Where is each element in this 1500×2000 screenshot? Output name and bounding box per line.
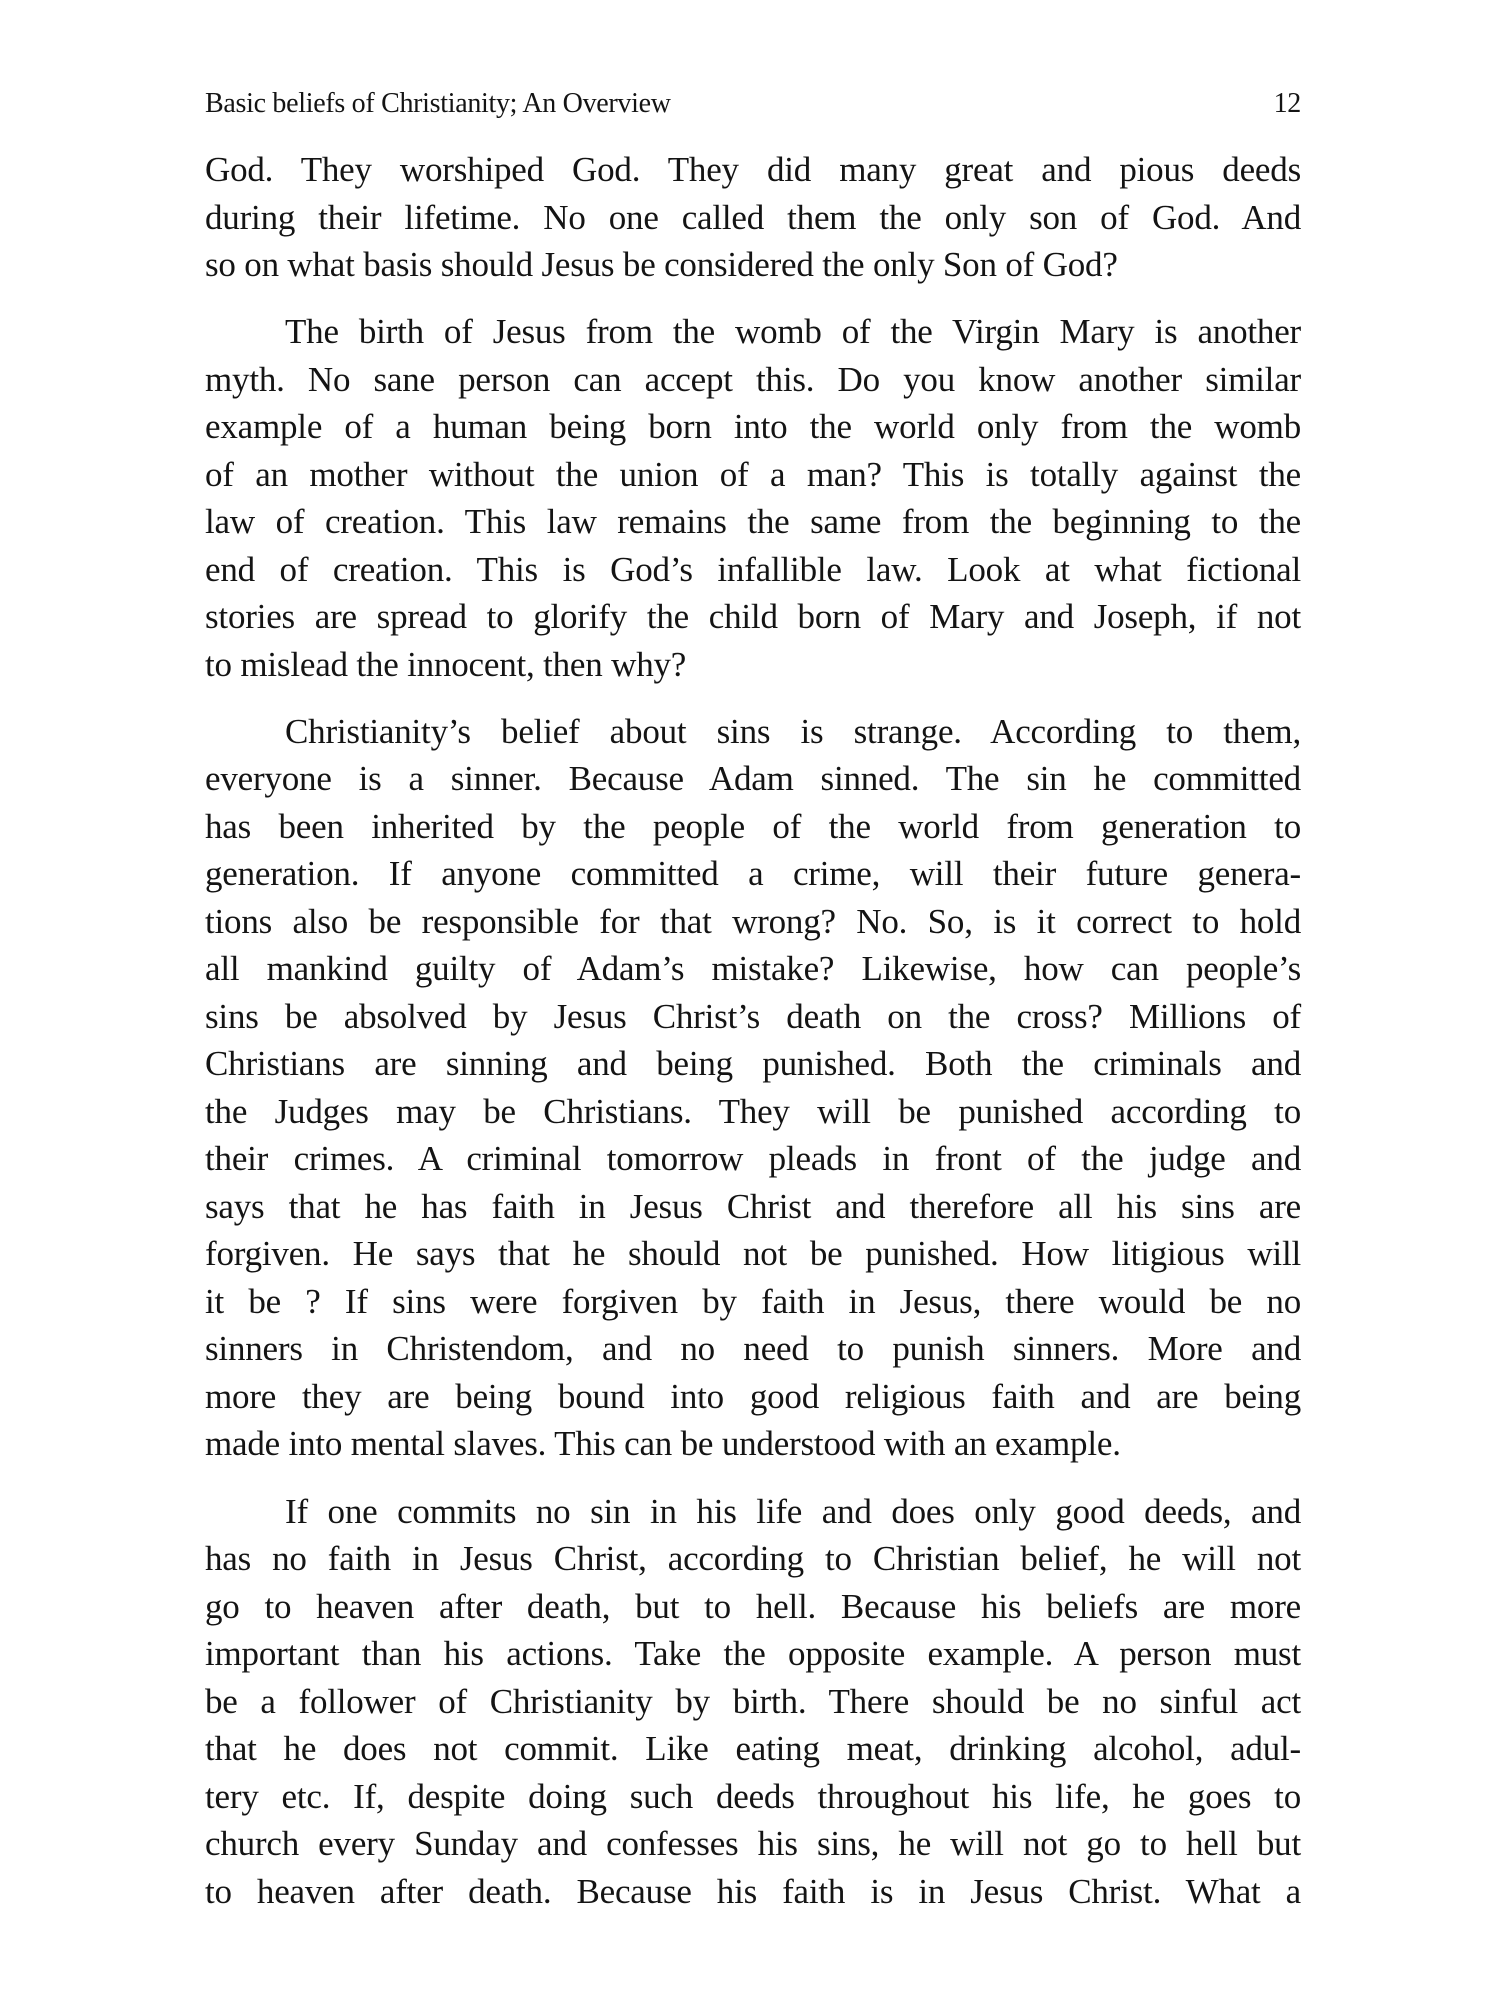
paragraph [205,708,1301,1468]
paragraph [205,146,1301,289]
header-title: Basic beliefs of Christianity; An Overview [205,88,671,119]
text-line: go to heaven after death, but to hell. Because his beliefs are more [205,1586,1301,1626]
text-line: important than his actions. Take the opposite example. A person must [205,1634,1301,1674]
text-line: has been inherited by the people of the world from generation to [205,806,1301,846]
text-line: says that he has faith in Jesus Christ and therefore all his sins are [205,1186,1301,1226]
paragraph [205,1488,1301,1916]
paragraph [205,308,1301,688]
text-line: so on what basis should Jesus be considered the only Son of God? [205,245,1118,284]
text-line: has no faith in Jesus Christ, according to Christian belief, he will not [205,1539,1301,1579]
text-line: If one commits no sin in his life and does only good deeds, and [285,1491,1301,1531]
text-line: generation. If anyone committed a crime, will their future genera- [205,854,1301,894]
text-line: The birth of Jesus from the womb of the Virgin Mary is another [285,312,1301,352]
text-line: law of creation. This law remains the same from the beginning to the [205,502,1301,542]
text-line: tions also be responsible for that wrong? No. So, is it correct to hold [205,901,1301,941]
text-line: Christianity’s belief about sins is strange. According to them, [285,711,1301,751]
page-number: 12 [1273,88,1301,119]
text-line: more they are being bound into good religious faith and are being [205,1376,1301,1416]
text-line: the Judges may be Christians. They will be punished according to [205,1091,1301,1131]
text-line: end of creation. This is God’s infallible law. Look at what fictional [205,549,1301,589]
page-body [205,146,1301,1935]
running-header [205,88,1301,120]
text-line: everyone is a sinner. Because Adam sinned. The sin he committed [205,759,1301,799]
text-line: church every Sunday and confesses his sins, he will not go to hell but [205,1824,1301,1864]
text-line: sins be absolved by Jesus Christ’s death on the cross? Millions of [205,996,1301,1036]
text-line: to heaven after death. Because his faith is in Jesus Christ. What a [205,1871,1301,1911]
text-line: stories are spread to glorify the child born of Mary and Joseph, if not [205,597,1301,637]
text-line: be a follower of Christianity by birth. There should be no sinful act [205,1681,1301,1721]
text-line: all mankind guilty of Adam’s mistake? Likewise, how can people’s [205,949,1301,989]
text-line: example of a human being born into the world only from the womb [205,407,1301,447]
text-line: forgiven. He says that he should not be punished. How litigious will [205,1234,1301,1274]
text-line: Christians are sinning and being punished. Both the criminals and [205,1044,1301,1084]
text-line: made into mental slaves. This can be understood with an example. [205,1424,1121,1464]
text-line: sinners in Christendom, and no need to punish sinners. More and [205,1329,1301,1369]
text-line: of an mother without the union of a man? This is totally against the [205,454,1301,494]
text-line: during their lifetime. No one called them the only son of God. And [205,197,1301,237]
text-line: God. They worshiped God. They did many great and pious deeds [205,150,1301,189]
text-line: their crimes. A criminal tomorrow pleads in front of the judge and [205,1139,1301,1179]
text-line: tery etc. If, despite doing such deeds throughout his life, he goes to [205,1776,1301,1816]
text-line: that he does not commit. Like eating meat, drinking alcohol, adul- [205,1729,1301,1769]
text-line: myth. No sane person can accept this. Do you know another similar [205,359,1301,399]
text-line: to mislead the innocent, then why? [205,644,687,684]
text-line: it be ? If sins were forgiven by faith in Jesus, there would be no [205,1281,1301,1321]
